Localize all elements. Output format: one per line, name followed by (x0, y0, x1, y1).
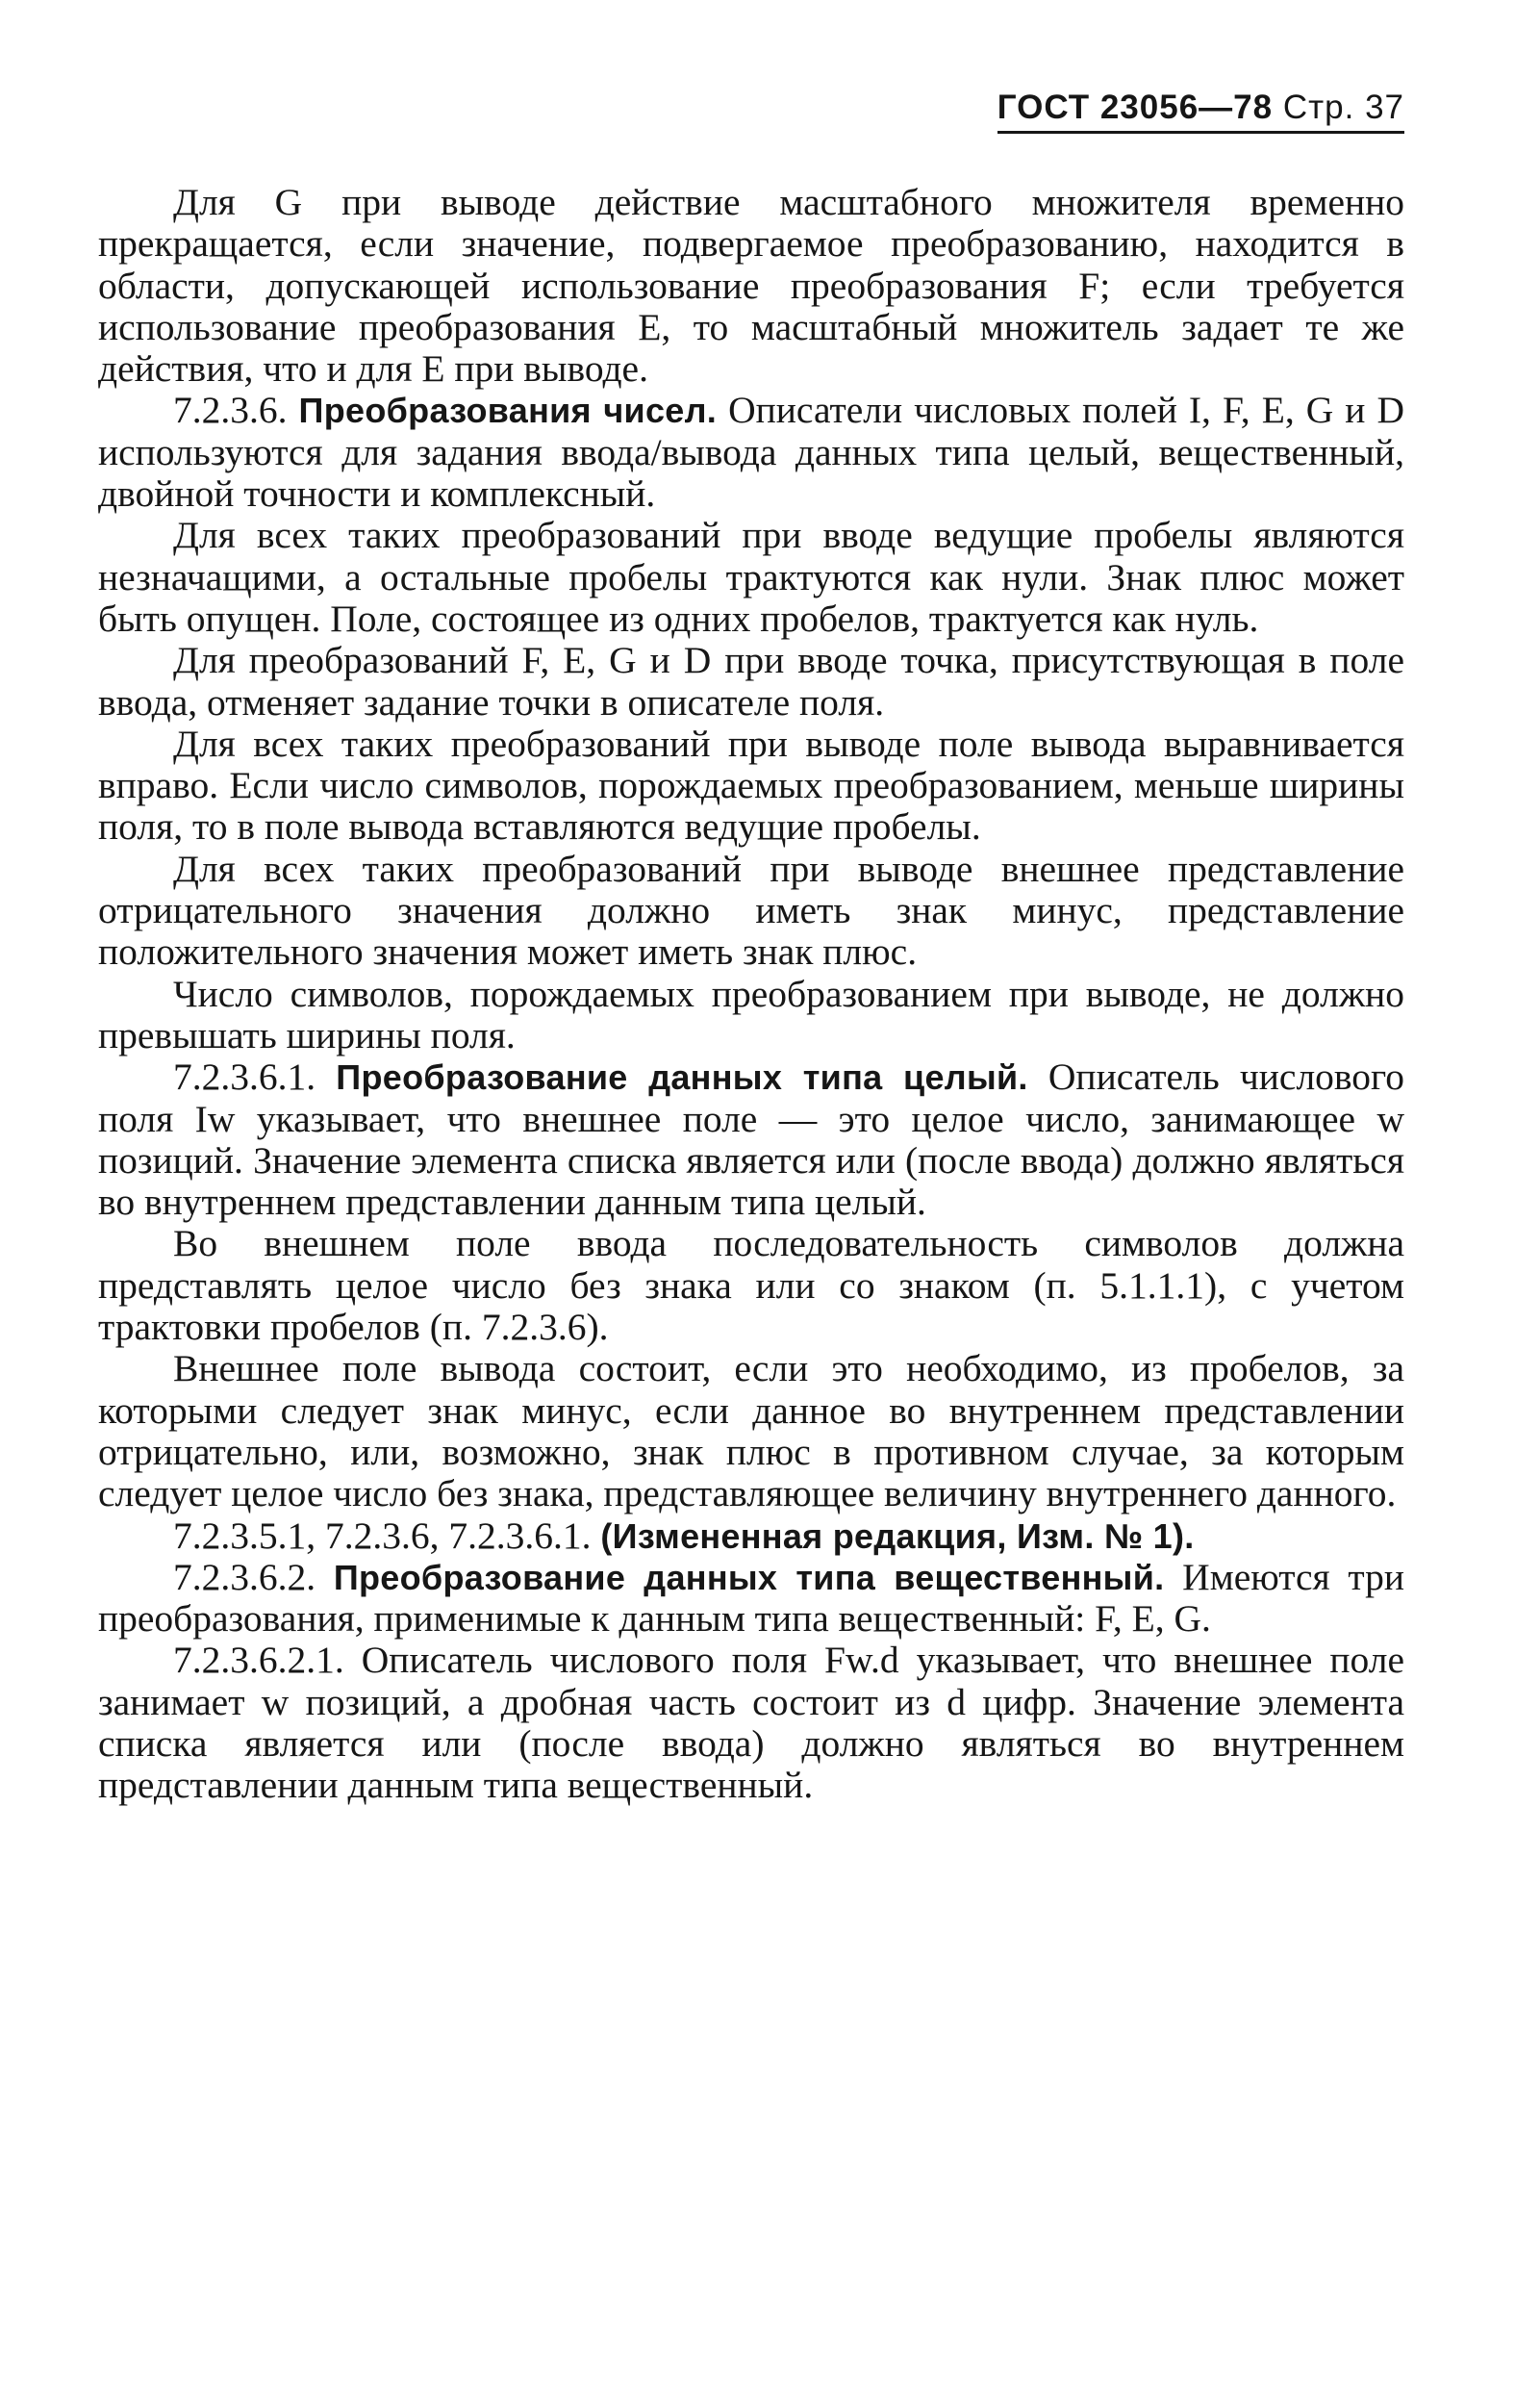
section-number: 7.2.3.5.1, 7.2.3.6, 7.2.3.6.1. (173, 1514, 592, 1557)
section-number: 7.2.3.6. (173, 389, 288, 432)
amendment-heading: (Измененная редакция, Изм. № 1). (600, 1515, 1195, 1556)
body-text (98, 182, 1404, 1807)
page-header (997, 89, 1404, 134)
section-number: 7.2.3.6.1. (173, 1056, 316, 1099)
paragraph-output-right-justify: Для всех таких преобразований при выводе поле вывода выравнивается вправо. Если число символов, порождаемых преобразованием, меньше ширины поля, то в поле вывода вставляются ведущие пробелы. (98, 722, 1404, 849)
paragraph-g-scale-factor: Для G при выводе действие масштабного множителя временно прекращается, если значение, подвергаемое преобразованию, находится в области, допускающей использование преобразования F; если требуется использование преобразования E, то масштабный множитель задает те же действия, что и для E при выводе. (98, 181, 1404, 391)
paragraph-output-width: Число символов, порождаемых преобразованием при выводе, не должно превышать ширины поля. (98, 972, 1404, 1056)
section-7-2-3-6-1: 7.2.3.6.1. Преобразование данных типа целый. Описатель числового поля Iw указывает, что внешнее поле — это целое число, занимающее w позиций. Значение элемента списка является или (после ввода) должно являться во внутреннем представлении данным типа целый. (98, 1056, 1405, 1224)
section-7-2-3-6-2-1: 7.2.3.6.2.1. Описатель числового поля Fw.d указывает, что внешнее поле занимает w позиций, а дробная часть состоит из d цифр. Значение элемента списка является или (после ввода) должно являться во внутреннем представлении данным типа вещественный. (98, 1639, 1405, 1807)
paragraph-integer-output: Внешнее поле вывода состоит, если это необходимо, из пробелов, за которыми следует знак минус, если данное во внутреннем представлении отрицательно, или, возможно, знак плюс в противном случае, за которым следует целое число без знака, представляющее величину внутреннего данного. (98, 1347, 1404, 1515)
section-7-2-3-6-2: 7.2.3.6.2. Преобразование данных типа вещественный. Имеются три преобразования, применимые к данным типа вещественный: F, E, G. (98, 1555, 1405, 1641)
section-7-2-3-6: 7.2.3.6. Преобразования чисел. Описатели числовых полей I, F, E, G и D используются для задания ввода/вывода данных типа целый, вещественный, двойной точности и комплексный. (98, 389, 1405, 516)
paragraph-input-point: Для преобразований F, E, G и D при вводе точка, присутствующая в поле ввода, отменяет задание точки в описателе поля. (98, 639, 1404, 724)
paragraph-output-sign: Для всех таких преобразований при выводе внешнее представление отрицательного значения должно иметь знак минус, представление положительного значения может иметь знак плюс. (98, 847, 1404, 974)
paragraph-integer-input: Во внешнем поле ввода последовательность символов должна представлять целое число без знака или со знаком (п. 5.1.1.1), с учетом трактовки пробелов (п. 7.2.3.6). (98, 1222, 1404, 1349)
document-code: ГОСТ 23056—78 (997, 89, 1274, 126)
section-heading: Преобразования чисел. (298, 391, 718, 431)
page-number: Стр. 37 (1282, 89, 1404, 126)
section-heading: Преобразование данных типа вещественный. (333, 1557, 1165, 1597)
paragraph-input-blanks: Для всех таких преобразований при вводе ведущие пробелы являются незначащими, а остальные пробелы трактуются как нули. Знак плюс может быть опущен. Поле, состоящее из одних пробелов, трактуется как нуль. (98, 514, 1404, 640)
amendment-note (98, 1515, 1404, 1557)
section-heading: Преобразование данных типа целый. (336, 1057, 1028, 1098)
section-number: 7.2.3.6.2.1. (173, 1639, 344, 1682)
section-number: 7.2.3.6.2. (173, 1555, 316, 1598)
